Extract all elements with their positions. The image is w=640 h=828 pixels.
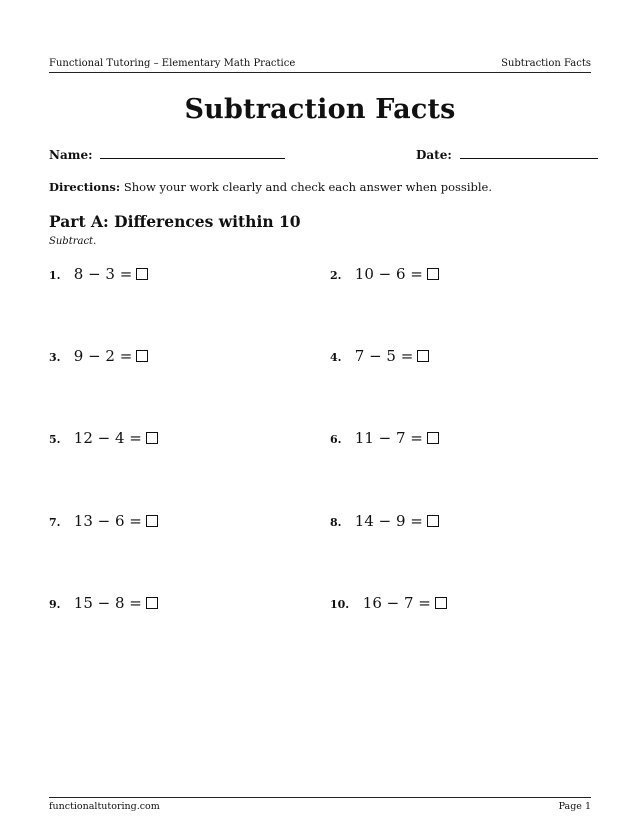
problem-8 bbox=[330, 511, 439, 531]
problem-expression: 8 − 3 = bbox=[73, 265, 133, 283]
answer-box[interactable] bbox=[136, 350, 148, 362]
problem-5 bbox=[49, 428, 158, 448]
footer-website: functionaltutoring.com bbox=[49, 801, 160, 812]
problem-expression: 7 − 5 = bbox=[354, 347, 414, 365]
answer-box[interactable] bbox=[136, 268, 148, 280]
problem-expression: 15 − 8 = bbox=[73, 594, 142, 612]
problem-expression: 14 − 9 = bbox=[354, 512, 423, 530]
directions bbox=[49, 180, 492, 194]
header-left-text: Functional Tutoring – Elementary Math Practice bbox=[49, 58, 296, 69]
problem-number: 4. bbox=[330, 351, 342, 364]
problem-expression: 10 − 6 = bbox=[354, 265, 423, 283]
problem-1 bbox=[49, 264, 148, 284]
answer-box[interactable] bbox=[146, 597, 158, 609]
problem-9 bbox=[49, 593, 158, 613]
answer-box[interactable] bbox=[427, 515, 439, 527]
problem-number: 8. bbox=[330, 516, 342, 529]
problem-expression: 9 − 2 = bbox=[73, 347, 133, 365]
section-title: Part A: Differences within 10 bbox=[49, 212, 301, 231]
problem-expression: 13 − 6 = bbox=[73, 512, 142, 530]
page-title: Subtraction Facts bbox=[184, 94, 456, 125]
problem-number: 1. bbox=[49, 269, 61, 282]
directions-label: Directions: bbox=[49, 180, 121, 194]
problem-3 bbox=[49, 346, 148, 366]
page-footer bbox=[49, 797, 591, 812]
date-line bbox=[460, 147, 598, 159]
problem-expression: 11 − 7 = bbox=[354, 429, 423, 447]
problem-number: 2. bbox=[330, 269, 342, 282]
problem-number: 3. bbox=[49, 351, 61, 364]
date-label: Date: bbox=[416, 148, 452, 162]
name-field bbox=[49, 147, 285, 163]
problem-2 bbox=[330, 264, 439, 284]
answer-box[interactable] bbox=[427, 268, 439, 280]
date-field bbox=[416, 147, 598, 163]
problem-number: 5. bbox=[49, 433, 61, 446]
problem-number: 10. bbox=[330, 598, 350, 611]
answer-box[interactable] bbox=[427, 432, 439, 444]
problem-7 bbox=[49, 511, 158, 531]
problem-number: 9. bbox=[49, 598, 61, 611]
footer-page-number: Page 1 bbox=[558, 801, 591, 812]
page-header bbox=[49, 58, 591, 73]
answer-box[interactable] bbox=[435, 597, 447, 609]
problem-expression: 12 − 4 = bbox=[73, 429, 142, 447]
answer-box[interactable] bbox=[417, 350, 429, 362]
answer-box[interactable] bbox=[146, 432, 158, 444]
problem-6 bbox=[330, 428, 439, 448]
answer-box[interactable] bbox=[146, 515, 158, 527]
name-label: Name: bbox=[49, 148, 93, 162]
problem-number: 6. bbox=[330, 433, 342, 446]
problem-4 bbox=[330, 346, 429, 366]
problem-expression: 16 − 7 = bbox=[362, 594, 431, 612]
name-line bbox=[100, 147, 285, 159]
problem-number: 7. bbox=[49, 516, 61, 529]
directions-text: Show your work clearly and check each answer when possible. bbox=[123, 180, 493, 194]
problem-10 bbox=[330, 593, 447, 613]
header-right-text: Subtraction Facts bbox=[501, 58, 591, 69]
section-instruction: Subtract. bbox=[49, 236, 97, 247]
